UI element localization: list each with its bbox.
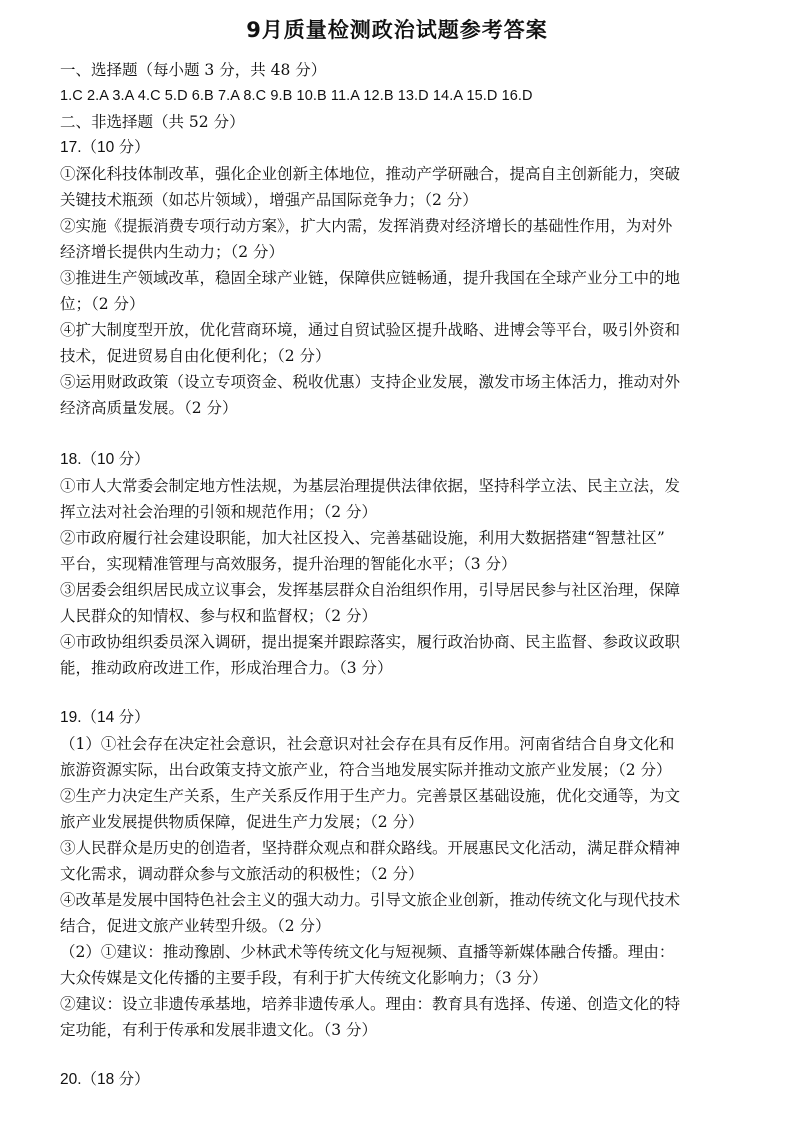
question-18-header: 18.（10 分） xyxy=(60,451,150,468)
q17-line: ①深化科技体制改革，强化企业创新主体地位，推动产学研融合，提高自主创新能力，突破 xyxy=(60,165,681,183)
q17-line: 技术，促进贸易自由化便利化；（2 分） xyxy=(60,347,331,365)
q19-line: 结合，促进文旅产业转型升级。（2 分） xyxy=(60,917,331,935)
section-heading-nonchoice: 二、非选择题（共 52 分） xyxy=(60,113,245,131)
q17-line: 位；（2 分） xyxy=(60,295,145,313)
q19-line: ②生产力决定生产关系，生产关系反作用于生产力。完善景区基础设施，优化交通等，为文 xyxy=(60,787,681,805)
q19-line: 旅产业发展提供物质保障，促进生产力发展；（2 分） xyxy=(60,813,424,831)
q18-line: ①市人大常委会制定地方性法规，为基层治理提供法律依据，坚持科学立法、民主立法，发 xyxy=(60,477,681,495)
q19-line: 文化需求，调动群众参与文旅活动的积极性；（2 分） xyxy=(60,865,424,883)
question-19-header: 19.（14 分） xyxy=(60,709,150,726)
q18-line: ③居委会组织居民成立议事会，发挥基层群众自治组织作用，引导居民参与社区治理，保障 xyxy=(60,581,681,599)
section-heading-choice: 一、选择题（每小题 3 分，共 48 分） xyxy=(60,61,327,79)
question-17-header: 17.（10 分） xyxy=(60,139,150,156)
q18-line: 能，推动政府改进工作，形成治理合力。（3 分） xyxy=(60,659,393,677)
q18-line: 平台，实现精准管理与高效服务，提升治理的智能化水平；（3 分） xyxy=(60,555,517,573)
q18-line: ②市政府履行社会建设职能，加大社区投入、完善基础设施，利用大数据搭建“智慧社区” xyxy=(60,529,665,547)
q17-line: ③推进生产领域改革，稳固全球产业链，保障供应链畅通，提升我国在全球产业分工中的地 xyxy=(60,269,681,287)
q17-line: ②实施《提振消费专项行动方案》，扩大内需，发挥消费对经济增长的基础性作用，为对外 xyxy=(60,217,673,235)
q17-line: 关键技术瓶颈（如芯片领域），增强产品国际竞争力；（2 分） xyxy=(60,191,478,209)
q18-line: ④市政协组织委员深入调研，提出提案并跟踪落实，履行政治协商、民主监督、参政议政职 xyxy=(60,633,681,651)
q17-line: ⑤运用财政政策（设立专项资金、税收优惠）支持企业发展，激发市场主体活力，推动对外 xyxy=(60,373,681,391)
q18-line: 人民群众的知情权、参与权和监督权；（2 分） xyxy=(60,607,378,625)
q17-line: ④扩大制度型开放，优化营商环境，通过自贸试验区提升战略、进博会等平台，吸引外资和 xyxy=(60,321,681,339)
q19-line: ④改革是发展中国特色社会主义的强大动力。引导文旅企业创新，推动传统文化与现代技术 xyxy=(60,891,681,909)
q19-line: 定功能，有利于传承和发展非遗文化。（3 分） xyxy=(60,1021,378,1039)
q19-line: ③人民群众是历史的创造者，坚持群众观点和群众路线。开展惠民文化活动，满足群众精神 xyxy=(60,839,681,857)
page-title: 9月质量检测政治试题参考答案 xyxy=(246,18,548,42)
q19-line: 旅游资源实际，出台政策支持文旅产业，符合当地发展实际并推动文旅产业发展；（2 分） xyxy=(60,761,672,779)
q18-line: 挥立法对社会治理的引领和规范作用；（2 分） xyxy=(60,503,378,521)
q17-line: 经济高质量发展。（2 分） xyxy=(60,399,238,417)
question-20-header: 20.（18 分） xyxy=(60,1071,150,1088)
q19-line: （2）①建议：推动豫剧、少林武术等传统文化与短视频、直播等新媒体融合传播。理由： xyxy=(60,943,675,961)
q17-line: 经济增长提供内生动力；（2 分） xyxy=(60,243,285,261)
q19-line: （1）①社会存在决定社会意识，社会意识对社会存在具有反作用。河南省结合自身文化和 xyxy=(60,735,675,753)
q19-line: ②建议：设立非遗传承基地，培养非遗传承人。理由：教育具有选择、传递、创造文化的特 xyxy=(60,995,681,1013)
choice-answers: 1.C 2.A 3.A 4.C 5.D 6.B 7.A 8.C 9.B 10.B 11.A 12.B 13.D 14.A 15.D 16.D xyxy=(60,88,533,104)
q19-line: 大众传媒是文化传播的主要手段，有利于扩大传统文化影响力；（3 分） xyxy=(60,969,548,987)
